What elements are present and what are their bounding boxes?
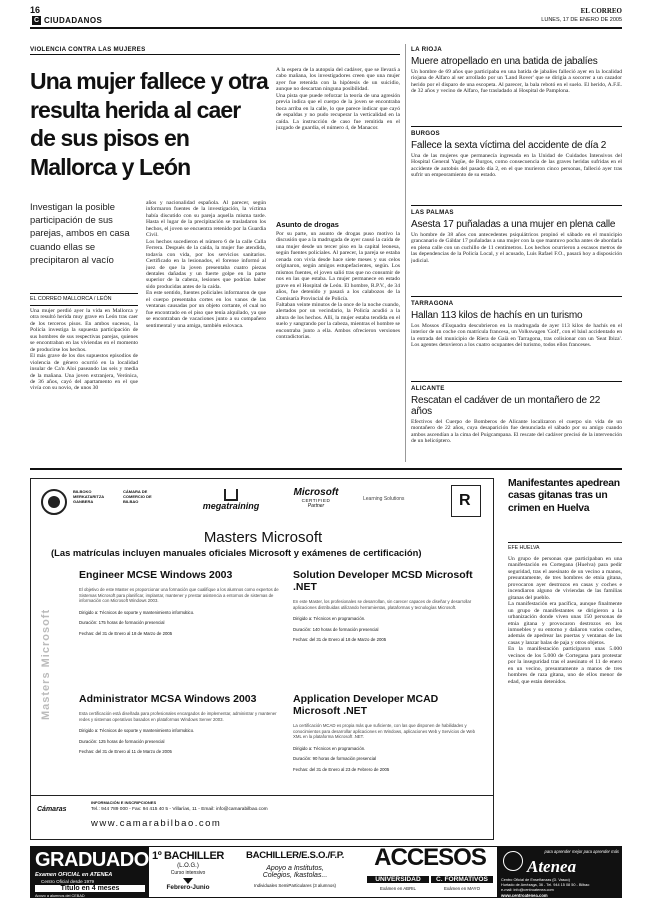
brief-label: LAS PALMAS (411, 209, 454, 216)
brief-divider (411, 126, 622, 127)
graduado-title: GRADUADO (35, 849, 149, 871)
atenea-line2: Hurtado de Amézaga, 36 - Tel. 944 15 08 50 - Bilbao (501, 883, 590, 887)
atenea-slogan: para aprender mejor para aprender más (544, 849, 619, 854)
atenea-email[interactable]: e-mail: info@centroatenea.com (501, 888, 554, 892)
footer-contact: Tel.: 944 789 000 - Fax: 94 415 40 5 - Villarías, 11 - Email: info@camarabilbao.com (91, 807, 268, 812)
huelva-story (508, 478, 622, 840)
course-title: Solution Developer MCSD Microsoft .NET (293, 569, 473, 593)
course-duration: Duración: 90 horas de formación presencial (293, 756, 377, 762)
issue-date: LUNES, 17 DE ENERO DE 2005 (541, 17, 622, 23)
bachiller-line3: Febrero-Junio (166, 884, 210, 891)
course-target: Dirigido a: Técnicos en programación. (293, 616, 366, 622)
aenor-quality-icon: R (451, 485, 481, 517)
graduado-line3: Título en 4 meses (35, 885, 145, 892)
microsoft-name: Microsoft (293, 487, 339, 498)
subhead-rule (30, 293, 138, 294)
course-description: Esta certificación está diseñada para profesionales encargados de implementar, administrar y mantener redes y sistemas operativos basados en plataformas Windows Server 2003. (79, 711, 277, 722)
brief-divider (411, 205, 622, 206)
graduado-line2: Centro Oficial desde 1979 (41, 879, 95, 884)
section-icon: C (33, 17, 40, 24)
brief-rioja (411, 46, 622, 108)
ad-footer (31, 795, 494, 840)
brief-label: BURGOS (411, 130, 440, 137)
course-mcsa[interactable] (79, 693, 279, 755)
course-description: El objetivo de este Master es proporcionar una formación que cualifique a los alumnos como expertos de Sistemas Microsoft para planificar, implantar, mantener y prestar asistencia a entornos de sistemas de información con Microsoft Windows 2003. (79, 587, 279, 604)
byline-rule (30, 305, 138, 306)
brief-title: Hallan 113 kilos de hachís en un turismo (411, 310, 583, 321)
brief-label: ALICANTE (411, 385, 445, 392)
course-target: Dirigido a: Técnicos de soporte y mantenimiento informático. (79, 728, 195, 734)
masters-microsoft-ad[interactable] (30, 478, 494, 840)
kicker-rule (30, 54, 400, 55)
graduado-line4: Apoyo a alumnos del CEBAD (35, 894, 85, 898)
megatraining-logo (191, 489, 271, 519)
brief-title: Fallece la sexta víctima del accidente de día 2 (411, 140, 607, 151)
huelva-headline: Manifestantes apedrean casas gitanas tras un crimen en Huelva (508, 478, 620, 514)
brief-text: Una de las mujeres que permanecía ingresada en la Unidad de Cuidados Intensivos del Hospital General Yagüe, de Burgos, como consecuencia de las graves heridas sufridas en el accidente de autobús del pasado día 2, en el que murieron cinco personas, falleció ayer tras sufrir un empeoramiento de su estado. (411, 153, 622, 179)
bilbao-chamber-basque: BILBOKO MERKATARITZA GANBERA (73, 489, 105, 504)
graduado-block (31, 847, 149, 898)
bachiller-line1: (L.O.G.) (177, 863, 199, 869)
brief-tarragona (411, 300, 622, 369)
course-mcsd[interactable] (293, 569, 483, 643)
drogas-subtitle: Asunto de drogas (276, 220, 339, 229)
drogas-text: Por su parte, un asunto de drogas puso motivo la discusión que a la madrugada de ayer causó la caída de una mujer desde un tercer piso en la capital leonesa, según fuentes policiales. Al parecer, la pareja se estaba cenada con vivía desde hace siete meses y sus celos originaron, según amigos estupefacientes, según. Los mismos fuentes, el joven salió tras que no consumir de nos en las que estaba. La mujer permanece en estado grave en el Hospital de León. El hombre, R.P.V., de 34 años, fue detenido y pasará a los calabozos de la Comisaría Provincial de Policía. Faltaban veinte minutos de la once de la noche cuando, alertados por un vecindario, la Policía acudió a la altura de los hechos. Allí, la mujer estaba tendida en el suelo y sangrando por la cabeza, mientras el hombre se encontraba junto a ella. Ambos ofrecieron versiones contradictorias. (276, 231, 400, 341)
eso-line3: Individuales SemiParticulares (3 alumnos) (254, 883, 336, 888)
page-number: 16 (30, 5, 41, 15)
bachiller-line2: Curso intensivo (170, 870, 206, 876)
course-title: Application Developer MCAD Microsoft .NET (293, 693, 439, 717)
masthead: EL CORREO (580, 7, 622, 15)
universidad-exam: Exámen en ABRIL (380, 886, 416, 891)
atenea-line1: Centro Oficial de Enseñanzas (D. Vasco) (501, 878, 570, 882)
brief-text: Efectivos del Cuerpo de Bomberos de Alicante localizaron el cuerpo sin vida de un montañero de 22 años, cuya desaparición fue denunciada el sábado por su amigo cuando ambos ascendían a la cima del Puigcampana. El rescate del cadáver precisó de la intervención de un helicóptero. (411, 419, 622, 445)
course-duration: Duración: 175 horas de formación presencial (79, 620, 165, 626)
megatraining-name: megatraining (202, 501, 260, 511)
chamber-emblem-icon (41, 489, 67, 515)
atenea-owl-icon (503, 851, 523, 871)
atenea-website-link[interactable]: www.centroatenea.com (501, 893, 548, 898)
course-target: Dirigido a: Técnicos en programación. (293, 745, 366, 751)
brief-text: Los Mossos d'Esquadra descubrieron en la madrugada de ayer 113 kilos de hachís en el interior de un coche con matrícula francesa, un Volkswagen 'Golf', con el bául accidentado en la entrada del municipio de Riera de Gaià en Tarragona, tras colisionar con un 'Seat Ibiza'. Los agentes detuvieron a los cuatro ocupantes del turismo, todos ellos franceses. (411, 323, 622, 349)
academy-ad-strip[interactable] (30, 846, 622, 898)
ad-subtitle: (Las matrículas incluyen manuales oficiales Microsoft y exámenes de certificación) (51, 547, 422, 558)
column-separator (405, 44, 406, 462)
brief-title: Asesta 17 puñaladas a una mujer en plena calle (411, 219, 616, 230)
article-column-2: años y nacionalidad española. Al parecer, según informaron fuentes de la investigación, la víctima había discutido con su pareja aquella misma tarde. Hasta el lugar de la precipitación se trasladaron los hechos, el joven se encuentra retenido por la Guardia Civil. Los hechos sucedieron el número 6 de la calle Calla Ferrera. Después de la caída, la mujer fue atendida, todavía con vida, por los servicios sanitarios. Certificado en la lesionados, el forense informó al juez de que la joven presentaba cuatro piezas dentales dañadas y un fuerte golpe en la parte superior de la cabeza, lesiones que podrían haber sido producidas antes de la caída. En este sentido, fuentes policiales informaron de que el cuerpo presentaba cortes en los vanos de las ventanas causadas por un objeto cortante, el cual no fue encontrado en el piso que tenía alquilado, ya que se encontraban de vacaciones junto a su compañero sentimental y una amiga, también eslovaca. (146, 200, 266, 329)
huelva-byline: EFE HUELVA (508, 545, 540, 551)
brief-text: Un hombre de 69 años que participaba en una batida de jabalíes falleció ayer en la localidad riojana de Alfaro al ser arrollado por un 'Land Rover' que se dirigía a socorrer a un cazador herido por el disparo de una escopeta. Al parecer, la bala rebotó en el suelo. El herido, A.F.E. de 32 años y vecino de Alfaro, fue trasladado al Hospital de Pamplona. (411, 69, 622, 95)
bilbao-chamber-spanish: CÁMARA DE COMERCIO DE BILBAO (123, 489, 152, 504)
eso-line1: Apoyo a Institutos, (266, 865, 324, 872)
course-dates: Fechas: del 31 de Enero al 18 de Marzo de 2005 (79, 630, 173, 636)
bachiller-title: 1º BACHILLER (152, 850, 224, 862)
course-dates: Fechas: del 31 de Enero al 23 de Febrero de 2005 (293, 766, 390, 772)
course-target: Dirigido a: Técnicos de soporte y mantenimiento informático. (79, 609, 195, 615)
course-description: En este Master, los profesionales se desarrollan, sin carecer capaces de diseñar y desarrollar aplicaciones distribuidas utilizando herramientas, plataformas y tecnologías Microsoft. (293, 599, 472, 610)
eso-line2: Colegios, Ikastolas... (262, 872, 328, 879)
main-kicker: VIOLENCIA CONTRA LAS MUJERES (30, 46, 146, 53)
article-column-3: A la espera de la autopsia del cadáver, que se llevará a cabo mañana, los investigadores creen que una mujer ayer fue retenida con la hipótesis de un suicidio, aunque no descartan ninguna posibilidad. Una pista que puede reforzar la teoría de una agresión previa indica que el cuerpo de la joven se encontraba boca arriba en la calle, lo que parece indicar que cayó de espaldas y no pudo recuperar la verticalidad en la caída. La instrucción de caso fue remitida en el juzgado de guardia, el número 4, de Manacor. (276, 67, 400, 132)
camara-website-link[interactable]: www.camarabilbao.com (91, 818, 222, 829)
brief-label: TARRAGONA (411, 300, 454, 307)
course-duration: Duración: 140 horas de formación presencial (293, 626, 379, 632)
bachiller-block (151, 847, 225, 898)
page-header (30, 5, 622, 27)
formativos-label: C. FORMATIVOS (431, 876, 493, 883)
course-title: Administrator MCSA Windows 2003 (79, 693, 257, 705)
course-title: Engineer MCSE Windows 2003 (79, 569, 233, 581)
microsoft-certified-logo (281, 487, 351, 519)
course-mcad[interactable] (293, 693, 483, 773)
brief-divider (411, 296, 622, 297)
brief-label: LA RIOJA (411, 46, 443, 53)
certified-label: CERTIFIED (301, 498, 331, 503)
formativos-exam: Exámen en MAYO (443, 886, 481, 891)
course-mcse[interactable] (79, 569, 279, 637)
brief-title: Rescatan el cadáver de un montañero de 22 años (411, 395, 601, 417)
huelva-rule (508, 542, 622, 543)
megatraining-mark-icon (224, 489, 238, 501)
brief-text: Un hombre de 38 años con antecedentes psiquiátricos propinó el sábado en el municipio grancanario de Gáldar 17 puñaladas a una mujer con la que mantuvo pocha antes de abordarla en plena calle con un cuchillo de 11 centímetros. Los hechos ocurrieron a escasos metros de las dependencias de la Policía Local, y el acusado, Luis Rafael F.O., pasará hoy a disposición judicial. (411, 232, 622, 264)
main-byline: EL CORREO MALLORCA / LEÓN (30, 296, 112, 302)
atenea-name: Atenea (527, 857, 577, 876)
learning-solutions: Learning Solutions (363, 496, 405, 502)
section-name: CIUDADANOS (44, 16, 103, 25)
course-duration: Duración: 125 horas de formación presencial (79, 738, 165, 744)
brief-alicante (411, 385, 622, 465)
brief-las-palmas (411, 209, 622, 284)
course-dates: Fechas: del 31 de Enero al 11 de Marzo de 2005 (79, 749, 172, 755)
ad-title: Masters Microsoft (203, 529, 323, 546)
atenea-block (497, 847, 622, 898)
bilbao-chamber-logo (41, 487, 161, 519)
partner-label: Partner (307, 503, 325, 509)
eso-title: BACHILLER/E.S.O./F.P. (245, 850, 344, 861)
brief-divider (411, 381, 622, 382)
footer-info-label: INFORMACIÓN E INSCRIPCIONES (91, 800, 157, 805)
graduado-line1: Examen OFICIAL en ATENEA (35, 872, 113, 878)
course-description: La certificación MCAD es propia más que suficiente, con las que disponen de habilidades y conocimientos para desarrollar aplicaciones en Windows, aplicaciones Web y Servicios de Web XML en la plataforma Microsoft .NET. (293, 723, 476, 740)
main-headline: Una mujer fallece y otra resulta herida al caer de sus pisos en Mallorca y León (30, 68, 268, 180)
course-dates: Fechas: del 31 de Enero al 18 de Marzo de 2005 (293, 637, 387, 643)
main-subhead: Investigan la posible participación de sus parejas, ambos en casa cuando ellas se precipitaron al vacío (30, 201, 130, 265)
huelva-text: Un grupo de personas que participaban en una manifestación en Cortegana (Huelva) para pedir seguridad, tras el asesinato de un vecino a manos, presuntamente, de tres hombres de etnia gitana, provocaron ayer destrozos en casas y coches e incendiaron alguno de viviendas de las familias gitanas del pueblo. La manifestación era pacífica, aunque finalmente un grupo de manifestantes se dirigieron a la urbanización donde viven unas 150 personas de etnia gitana y provocaron destrozos en los inmuebles y su entorno y dañaron varios coches, además de apedrear las puertas y ventanas de las casas y lanzar balas de paja y otros objetos. En la manifestación participaron unas 5.000 vecinos de los 5.000 de Cortegana para protestar por la inseguridad tras el asesinato el 11 de enero en un vecino, presuntamente a manos de tres hombres de raza gitana, uno de ellos menor de edad, que están detenidos. (508, 556, 622, 685)
universidad-label: UNIVERSIDAD (367, 876, 429, 883)
accesos-title: ACCESOS (374, 846, 486, 871)
section-rule (30, 468, 622, 470)
article-column-1: Una mujer perdió ayer la vida en Mallorca y otra resultó herida muy grave en León tras caer de los terceros pisos. En ambos sucesos, la Policía investiga la supuesta participación de sus hombres de sus respectivas parejas, quienes se encontraban en las viviendas en el momento de producirse los hechos. El más grave de los dos supuestos episodios de violencia de género ocurrió en la localidad insular de Ca'n Aloi paseando las seis y media de la mañana. Una joven extranjera, Verónica, de 36 años, cayó del apartamento en el que vivía con su novio, de unos 30 (30, 308, 138, 392)
eso-block (227, 847, 363, 898)
briefs-column (411, 44, 622, 464)
brief-burgos (411, 130, 622, 186)
accesos-block (365, 847, 495, 898)
side-vertical-label: Masters Microsoft (40, 608, 52, 720)
brief-title: Muere atropellado en una batida de jabalíes (411, 56, 598, 67)
camaras-logo: Cámaras (37, 806, 67, 813)
header-rule (30, 27, 622, 29)
